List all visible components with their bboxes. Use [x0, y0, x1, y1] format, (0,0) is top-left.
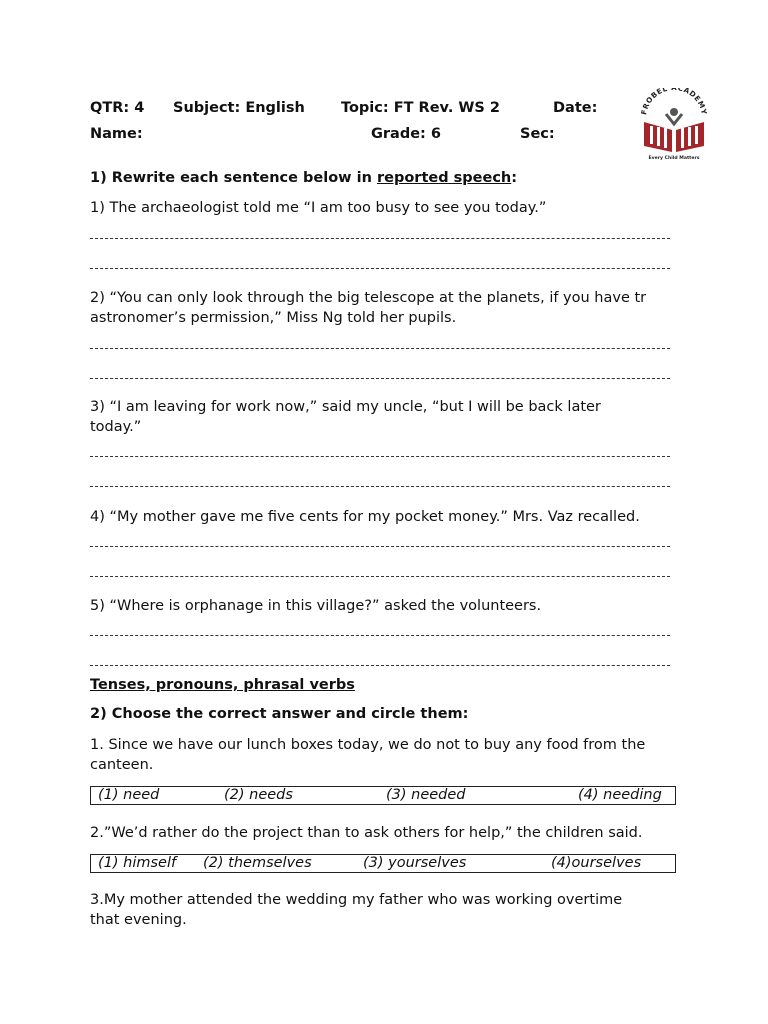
- qtr-label: QTR: 4: [90, 100, 145, 116]
- section2-title: Tenses, pronouns, phrasal verbs: [90, 677, 355, 693]
- mcq-option[interactable]: (4)ourselves: [551, 855, 642, 871]
- section1-heading-suffix: :: [511, 170, 518, 186]
- section1-heading: [90, 170, 517, 186]
- mcq-1: [90, 736, 680, 775]
- answer-line: [90, 268, 670, 269]
- name-label: Name:: [90, 126, 143, 142]
- mcq-2-options: [90, 854, 676, 873]
- answer-line: [90, 665, 670, 666]
- mcq-1-options: [90, 786, 676, 805]
- mcq-option[interactable]: (1) himself: [98, 855, 177, 871]
- answer-line: [90, 576, 670, 577]
- sec-label: Sec:: [520, 126, 555, 142]
- mcq-option[interactable]: (2) needs: [224, 787, 293, 803]
- mcq-1-line2: canteen.: [90, 756, 154, 773]
- section1-heading-prefix: 1) Rewrite each sentence below in: [90, 170, 377, 186]
- subject-label: Subject: English: [173, 100, 305, 116]
- question-3-line1: 3) “I am leaving for work now,” said my uncle, “but I will be back later: [90, 399, 601, 415]
- question-5: [90, 597, 680, 617]
- question-2-line2: astronomer’s permission,” Miss Ng told her pupils.: [90, 309, 457, 326]
- question-1: [90, 199, 680, 219]
- mcq-option[interactable]: (3) yourselves: [363, 855, 467, 871]
- logo-arc-text: FROBEL CADEMY: [639, 88, 709, 116]
- topic-label: Topic: FT Rev. WS 2: [341, 100, 500, 116]
- mcq-1-line1: 1. Since we have our lunch boxes today, we do not to buy any food from the: [90, 737, 646, 753]
- school-logo: [636, 88, 712, 164]
- question-1-line1: 1) The archaeologist told me “I am too busy to see you today.”: [90, 200, 547, 216]
- grade-label: Grade: 6: [371, 126, 441, 142]
- answer-line: [90, 635, 670, 636]
- mcq-2-line1: 2.”We’d rather do the project than to ask others for help,” the children said.: [90, 825, 643, 841]
- mcq-option[interactable]: (1) need: [98, 787, 160, 803]
- answer-line: [90, 456, 670, 457]
- answer-line: [90, 546, 670, 547]
- question-4-line1: 4) “My mother gave me five cents for my pocket money.” Mrs. Vaz recalled.: [90, 509, 640, 525]
- section2-heading: 2) Choose the correct answer and circle them:: [90, 706, 469, 722]
- mcq-3: [90, 891, 680, 930]
- mcq-option[interactable]: (4) needing: [578, 787, 662, 803]
- answer-line: [90, 378, 670, 379]
- mcq-3-line1: 3.My mother attended the wedding my father who was working overtime: [90, 892, 623, 908]
- mcq-3-line2: that evening.: [90, 911, 187, 928]
- question-5-line1: 5) “Where is orphanage in this village?” asked the volunteers.: [90, 598, 542, 614]
- date-label: Date:: [553, 100, 598, 116]
- question-3-line2: today.”: [90, 418, 142, 435]
- question-2-line1: 2) “You can only look through the big telescope at the planets, if you have tr: [90, 290, 647, 306]
- question-4: [90, 508, 680, 528]
- mcq-option[interactable]: (2) themselves: [203, 855, 312, 871]
- question-2: [90, 289, 680, 328]
- answer-line: [90, 486, 670, 487]
- section1-heading-underlined: reported speech: [376, 170, 512, 186]
- mcq-option[interactable]: (3) needed: [386, 787, 466, 803]
- answer-line: [90, 238, 670, 239]
- answer-line: [90, 348, 670, 349]
- question-3: [90, 398, 680, 437]
- mcq-2: [90, 824, 680, 844]
- logo-tagline: Every Child Matters: [648, 156, 700, 161]
